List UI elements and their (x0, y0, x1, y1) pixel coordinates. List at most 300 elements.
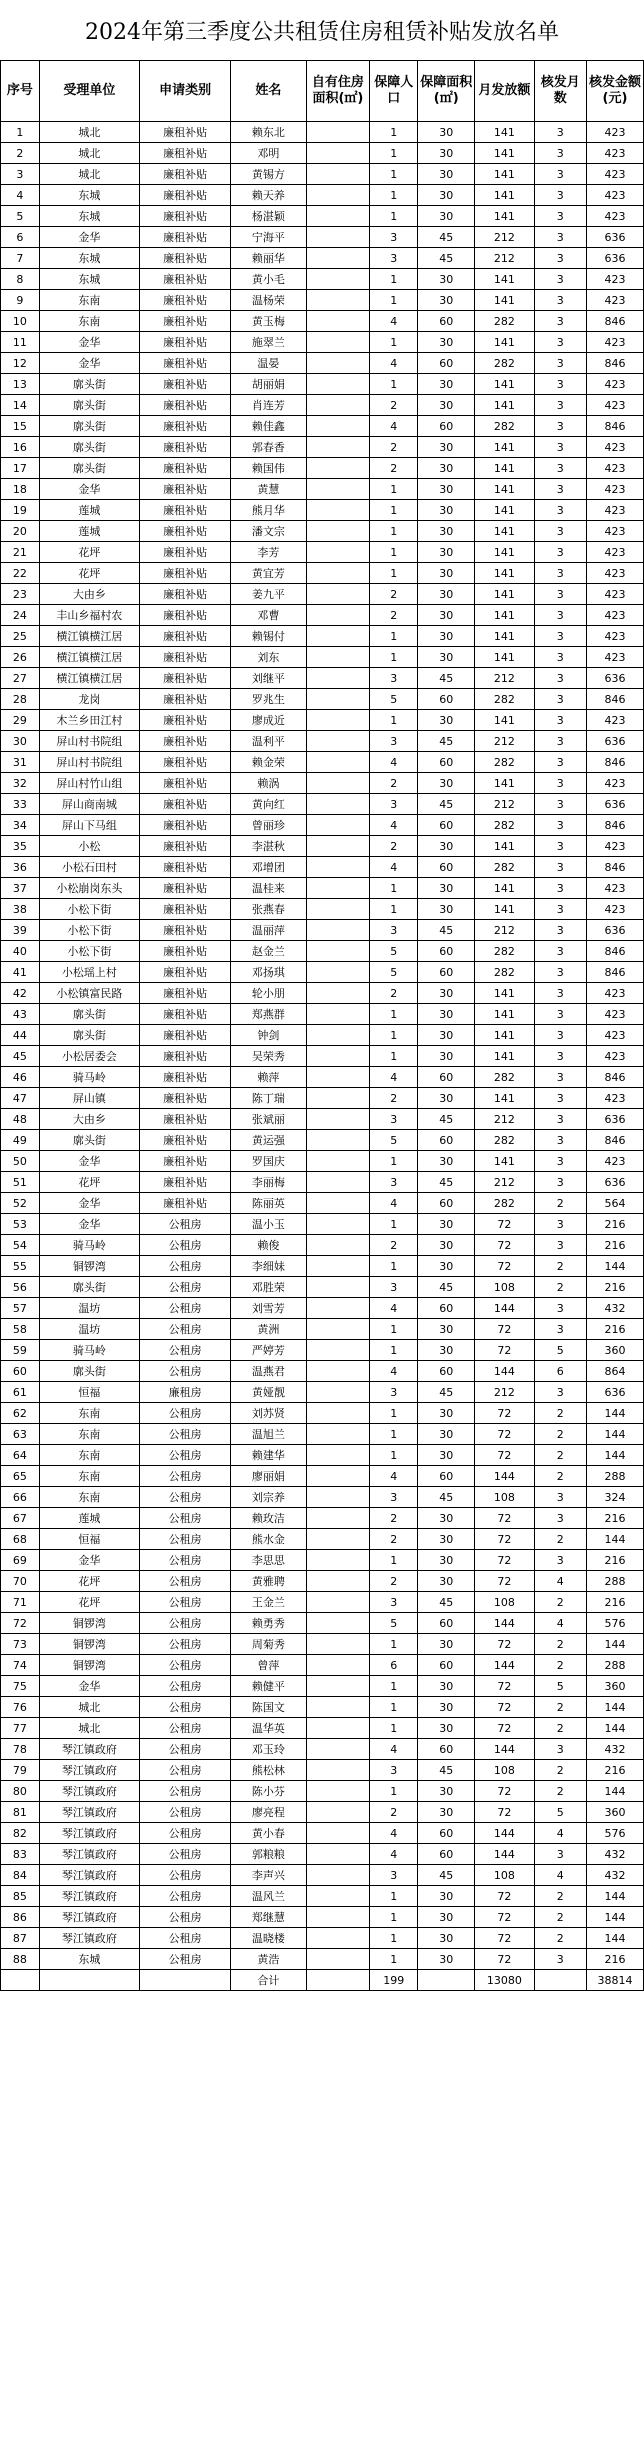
cell-own-area (306, 521, 370, 542)
cell-index: 11 (1, 332, 40, 353)
cell-population: 1 (370, 374, 418, 395)
cell-category: 廉租补贴 (140, 521, 231, 542)
cell-amount: 288 (586, 1571, 643, 1592)
cell-index: 68 (1, 1529, 40, 1550)
table-row (1, 1802, 644, 1823)
cell-own-area (306, 1046, 370, 1067)
total-population: 199 (370, 1970, 418, 1991)
cell-index: 26 (1, 647, 40, 668)
table-row (1, 752, 644, 773)
cell-months: 2 (534, 1718, 586, 1739)
cell-unit: 琴江镇政府 (39, 1844, 139, 1865)
cell-category: 廉租补贴 (140, 206, 231, 227)
cell-area: 30 (418, 647, 475, 668)
cell-own-area (306, 1130, 370, 1151)
cell-unit: 廓头街 (39, 1361, 139, 1382)
cell-months: 3 (534, 416, 586, 437)
cell-name: 李丽梅 (231, 1172, 306, 1193)
cell-unit: 铜锣湾 (39, 1655, 139, 1676)
cell-own-area (306, 1529, 370, 1550)
cell-amount: 423 (586, 164, 643, 185)
cell-category: 廉租补贴 (140, 311, 231, 332)
cell-months: 3 (534, 941, 586, 962)
cell-unit: 温坊 (39, 1298, 139, 1319)
cell-monthly: 72 (475, 1529, 534, 1550)
cell-category: 公租房 (140, 1634, 231, 1655)
cell-amount: 144 (586, 1781, 643, 1802)
cell-unit: 金华 (39, 1193, 139, 1214)
cell-name: 陈小芬 (231, 1781, 306, 1802)
cell-months: 2 (534, 1529, 586, 1550)
cell-index: 45 (1, 1046, 40, 1067)
cell-monthly: 72 (475, 1550, 534, 1571)
cell-amount: 423 (586, 332, 643, 353)
cell-category: 廉租补贴 (140, 1004, 231, 1025)
cell-name: 罗国庆 (231, 1151, 306, 1172)
cell-amount: 216 (586, 1214, 643, 1235)
cell-name: 赖金荣 (231, 752, 306, 773)
cell-area: 60 (418, 962, 475, 983)
table-row (1, 689, 644, 710)
cell-unit: 横江镇横江居 (39, 647, 139, 668)
cell-amount: 846 (586, 857, 643, 878)
cell-category: 廉租补贴 (140, 899, 231, 920)
cell-category: 廉租补贴 (140, 479, 231, 500)
cell-months: 2 (534, 1445, 586, 1466)
cell-months: 3 (534, 395, 586, 416)
cell-population: 2 (370, 1571, 418, 1592)
header-unit: 受理单位 (39, 61, 139, 122)
cell-population: 1 (370, 1928, 418, 1949)
cell-name: 张燕春 (231, 899, 306, 920)
cell-population: 3 (370, 1109, 418, 1130)
cell-months: 3 (534, 1130, 586, 1151)
table-row (1, 1781, 644, 1802)
cell-category: 公租房 (140, 1214, 231, 1235)
cell-monthly: 141 (475, 290, 534, 311)
table-row (1, 710, 644, 731)
cell-index: 7 (1, 248, 40, 269)
cell-own-area (306, 1487, 370, 1508)
cell-months: 3 (534, 668, 586, 689)
cell-index: 59 (1, 1340, 40, 1361)
cell-monthly: 141 (475, 1088, 534, 1109)
cell-unit: 东南 (39, 1466, 139, 1487)
cell-population: 2 (370, 1508, 418, 1529)
cell-months: 3 (534, 752, 586, 773)
cell-months: 3 (534, 1382, 586, 1403)
cell-area: 30 (418, 521, 475, 542)
cell-monthly: 282 (475, 1067, 534, 1088)
cell-own-area (306, 1697, 370, 1718)
cell-area: 60 (418, 815, 475, 836)
cell-own-area (306, 1235, 370, 1256)
cell-population: 2 (370, 836, 418, 857)
cell-amount: 846 (586, 311, 643, 332)
cell-monthly: 141 (475, 647, 534, 668)
cell-own-area (306, 920, 370, 941)
cell-name: 宁海平 (231, 227, 306, 248)
cell-amount: 216 (586, 1235, 643, 1256)
cell-monthly: 141 (475, 1046, 534, 1067)
table-row (1, 1676, 644, 1697)
cell-area: 45 (418, 794, 475, 815)
cell-name: 黄雅聘 (231, 1571, 306, 1592)
cell-population: 3 (370, 1760, 418, 1781)
cell-unit: 金华 (39, 1214, 139, 1235)
cell-monthly: 282 (475, 752, 534, 773)
cell-name: 黄锡方 (231, 164, 306, 185)
cell-own-area (306, 1193, 370, 1214)
cell-months: 3 (534, 1550, 586, 1571)
cell-index: 40 (1, 941, 40, 962)
cell-monthly: 108 (475, 1487, 534, 1508)
cell-amount: 636 (586, 1382, 643, 1403)
cell-unit: 恒福 (39, 1382, 139, 1403)
cell-population: 2 (370, 605, 418, 626)
cell-unit: 东城 (39, 185, 139, 206)
cell-own-area (306, 836, 370, 857)
cell-index: 74 (1, 1655, 40, 1676)
cell-index: 83 (1, 1844, 40, 1865)
cell-index: 16 (1, 437, 40, 458)
cell-own-area (306, 332, 370, 353)
cell-category: 廉租补贴 (140, 731, 231, 752)
cell-months: 3 (534, 857, 586, 878)
cell-monthly: 141 (475, 605, 534, 626)
cell-monthly: 141 (475, 710, 534, 731)
cell-own-area (306, 731, 370, 752)
subsidy-table (0, 60, 644, 1991)
cell-index: 61 (1, 1382, 40, 1403)
cell-name: 轮小朋 (231, 983, 306, 1004)
cell-index: 64 (1, 1445, 40, 1466)
cell-amount: 360 (586, 1802, 643, 1823)
cell-unit: 东南 (39, 311, 139, 332)
cell-monthly: 141 (475, 374, 534, 395)
table-row (1, 962, 644, 983)
cell-amount: 360 (586, 1340, 643, 1361)
cell-monthly: 72 (475, 1571, 534, 1592)
cell-category: 公租房 (140, 1823, 231, 1844)
cell-monthly: 72 (475, 1445, 534, 1466)
table-row (1, 1277, 644, 1298)
cell-amount: 636 (586, 1172, 643, 1193)
cell-name: 曾萍 (231, 1655, 306, 1676)
cell-months: 3 (534, 983, 586, 1004)
cell-unit: 屏山村书院组 (39, 752, 139, 773)
table-row (1, 290, 644, 311)
cell-name: 赖佳鑫 (231, 416, 306, 437)
cell-own-area (306, 269, 370, 290)
cell-amount: 423 (586, 1046, 643, 1067)
cell-own-area (306, 1718, 370, 1739)
cell-index: 42 (1, 983, 40, 1004)
cell-category: 公租房 (140, 1718, 231, 1739)
cell-own-area (306, 1151, 370, 1172)
cell-own-area (306, 1214, 370, 1235)
cell-name: 刘雪芳 (231, 1298, 306, 1319)
cell-category: 廉租补贴 (140, 353, 231, 374)
cell-area: 45 (418, 248, 475, 269)
cell-category: 公租房 (140, 1298, 231, 1319)
table-row (1, 248, 644, 269)
cell-unit: 花坪 (39, 1172, 139, 1193)
cell-area: 30 (418, 479, 475, 500)
cell-own-area (306, 857, 370, 878)
cell-own-area (306, 164, 370, 185)
cell-index: 12 (1, 353, 40, 374)
cell-population: 3 (370, 1592, 418, 1613)
cell-category: 公租房 (140, 1529, 231, 1550)
cell-monthly: 212 (475, 1172, 534, 1193)
cell-monthly: 282 (475, 962, 534, 983)
cell-own-area (306, 689, 370, 710)
cell-monthly: 108 (475, 1277, 534, 1298)
cell-own-area (306, 1928, 370, 1949)
cell-unit: 琴江镇政府 (39, 1928, 139, 1949)
cell-population: 2 (370, 395, 418, 416)
table-row (1, 773, 644, 794)
table-row (1, 1718, 644, 1739)
cell-monthly: 141 (475, 206, 534, 227)
cell-name: 赵金兰 (231, 941, 306, 962)
cell-population: 4 (370, 815, 418, 836)
cell-amount: 144 (586, 1886, 643, 1907)
cell-unit: 廓头街 (39, 416, 139, 437)
cell-own-area (306, 1277, 370, 1298)
cell-amount: 432 (586, 1844, 643, 1865)
cell-category: 廉租补贴 (140, 878, 231, 899)
cell-category: 廉租补贴 (140, 143, 231, 164)
cell-unit: 大由乡 (39, 584, 139, 605)
table-row (1, 836, 644, 857)
cell-area: 60 (418, 1466, 475, 1487)
table-row (1, 542, 644, 563)
cell-amount: 423 (586, 710, 643, 731)
cell-monthly: 141 (475, 164, 534, 185)
cell-index: 65 (1, 1466, 40, 1487)
cell-area: 45 (418, 920, 475, 941)
table-row (1, 521, 644, 542)
cell-amount: 360 (586, 1676, 643, 1697)
cell-name: 赖涡 (231, 773, 306, 794)
cell-unit: 小松下街 (39, 941, 139, 962)
cell-months: 3 (534, 962, 586, 983)
cell-unit: 廓头街 (39, 1025, 139, 1046)
cell-population: 3 (370, 248, 418, 269)
cell-unit: 小松镇富民路 (39, 983, 139, 1004)
cell-area: 30 (418, 1907, 475, 1928)
cell-months: 3 (534, 920, 586, 941)
cell-monthly: 144 (475, 1466, 534, 1487)
table-row (1, 1613, 644, 1634)
cell-unit: 莲城 (39, 521, 139, 542)
cell-months: 3 (534, 1172, 586, 1193)
cell-category: 廉租补贴 (140, 668, 231, 689)
cell-area: 60 (418, 1193, 475, 1214)
cell-category: 廉租补贴 (140, 122, 231, 143)
cell-monthly: 141 (475, 479, 534, 500)
cell-unit: 横江镇横江居 (39, 626, 139, 647)
cell-area: 30 (418, 1004, 475, 1025)
cell-index: 27 (1, 668, 40, 689)
header-area: 保障面积(㎡) (418, 61, 475, 122)
cell-population: 3 (370, 1487, 418, 1508)
cell-months: 3 (534, 521, 586, 542)
table-row (1, 1151, 644, 1172)
cell-area: 30 (418, 836, 475, 857)
cell-population: 3 (370, 1277, 418, 1298)
cell-population: 3 (370, 668, 418, 689)
cell-amount: 144 (586, 1634, 643, 1655)
table-row (1, 1466, 644, 1487)
cell-area: 30 (418, 605, 475, 626)
cell-months: 2 (534, 1403, 586, 1424)
cell-own-area (306, 1319, 370, 1340)
cell-months: 3 (534, 1319, 586, 1340)
cell-population: 4 (370, 857, 418, 878)
cell-monthly: 72 (475, 1340, 534, 1361)
cell-months: 3 (534, 500, 586, 521)
cell-monthly: 72 (475, 1886, 534, 1907)
cell-category: 公租房 (140, 1445, 231, 1466)
cell-amount: 423 (586, 899, 643, 920)
cell-category: 公租房 (140, 1655, 231, 1676)
table-row (1, 437, 644, 458)
cell-area: 45 (418, 1277, 475, 1298)
cell-amount: 636 (586, 248, 643, 269)
cell-category: 公租房 (140, 1802, 231, 1823)
cell-months: 2 (534, 1634, 586, 1655)
cell-own-area (306, 1634, 370, 1655)
cell-population: 3 (370, 794, 418, 815)
cell-index: 19 (1, 500, 40, 521)
cell-name: 黄宜芳 (231, 563, 306, 584)
table-row (1, 1340, 644, 1361)
cell-months: 3 (534, 626, 586, 647)
cell-unit: 丰山乡福村农 (39, 605, 139, 626)
cell-category: 公租房 (140, 1256, 231, 1277)
cell-own-area (306, 458, 370, 479)
cell-index: 29 (1, 710, 40, 731)
cell-population: 2 (370, 584, 418, 605)
cell-amount: 144 (586, 1697, 643, 1718)
cell-population: 1 (370, 1025, 418, 1046)
cell-area: 30 (418, 1340, 475, 1361)
cell-category: 廉租补贴 (140, 500, 231, 521)
cell-index: 77 (1, 1718, 40, 1739)
cell-index: 54 (1, 1235, 40, 1256)
cell-months: 3 (534, 584, 586, 605)
cell-area: 45 (418, 1109, 475, 1130)
cell-population: 1 (370, 1256, 418, 1277)
cell-population: 1 (370, 479, 418, 500)
cell-population: 5 (370, 1613, 418, 1634)
cell-index: 87 (1, 1928, 40, 1949)
cell-unit: 骑马岭 (39, 1067, 139, 1088)
cell-population: 1 (370, 542, 418, 563)
cell-name: 熊月华 (231, 500, 306, 521)
cell-category: 廉租补贴 (140, 584, 231, 605)
cell-monthly: 144 (475, 1298, 534, 1319)
cell-amount: 423 (586, 122, 643, 143)
cell-area: 30 (418, 290, 475, 311)
cell-own-area (306, 1004, 370, 1025)
cell-population: 1 (370, 206, 418, 227)
table-row (1, 1361, 644, 1382)
header-row (1, 61, 644, 122)
cell-area: 30 (418, 332, 475, 353)
cell-population: 1 (370, 521, 418, 542)
cell-amount: 423 (586, 395, 643, 416)
cell-name: 郑燕群 (231, 1004, 306, 1025)
cell-population: 5 (370, 1130, 418, 1151)
table-row (1, 458, 644, 479)
cell-unit: 铜锣湾 (39, 1634, 139, 1655)
table-row (1, 920, 644, 941)
header-own-area: 自有住房面积(㎡) (306, 61, 370, 122)
cell-amount: 636 (586, 668, 643, 689)
cell-unit: 金华 (39, 1151, 139, 1172)
cell-population: 1 (370, 1718, 418, 1739)
cell-amount: 636 (586, 920, 643, 941)
cell-unit: 金华 (39, 353, 139, 374)
cell-category: 廉租补贴 (140, 647, 231, 668)
cell-monthly: 141 (475, 521, 534, 542)
cell-months: 3 (534, 542, 586, 563)
cell-population: 1 (370, 1424, 418, 1445)
cell-unit: 东南 (39, 290, 139, 311)
cell-index: 85 (1, 1886, 40, 1907)
table-row (1, 1865, 644, 1886)
cell-category: 公租房 (140, 1361, 231, 1382)
cell-monthly: 282 (475, 689, 534, 710)
cell-index: 44 (1, 1025, 40, 1046)
table-row (1, 1949, 644, 1970)
cell-name: 郭春香 (231, 437, 306, 458)
cell-category: 公租房 (140, 1487, 231, 1508)
cell-category: 廉租补贴 (140, 1109, 231, 1130)
cell-name: 邓曹 (231, 605, 306, 626)
cell-months: 3 (534, 1949, 586, 1970)
cell-amount: 846 (586, 416, 643, 437)
cell-monthly: 108 (475, 1592, 534, 1613)
cell-name: 刘宗养 (231, 1487, 306, 1508)
cell-name: 刘东 (231, 647, 306, 668)
cell-category: 公租房 (140, 1403, 231, 1424)
cell-area: 30 (418, 206, 475, 227)
header-population: 保障人口 (370, 61, 418, 122)
cell-index: 1 (1, 122, 40, 143)
cell-area: 60 (418, 857, 475, 878)
cell-index: 79 (1, 1760, 40, 1781)
cell-monthly: 144 (475, 1613, 534, 1634)
cell-population: 4 (370, 311, 418, 332)
cell-name: 潘文宗 (231, 521, 306, 542)
cell-index: 21 (1, 542, 40, 563)
cell-months: 5 (534, 1802, 586, 1823)
cell-area: 30 (418, 185, 475, 206)
table-row (1, 584, 644, 605)
cell-amount: 216 (586, 1550, 643, 1571)
cell-unit: 小松下街 (39, 899, 139, 920)
cell-index: 36 (1, 857, 40, 878)
cell-own-area (306, 1109, 370, 1130)
cell-own-area (306, 437, 370, 458)
cell-name: 严婷芳 (231, 1340, 306, 1361)
cell-monthly: 141 (475, 500, 534, 521)
